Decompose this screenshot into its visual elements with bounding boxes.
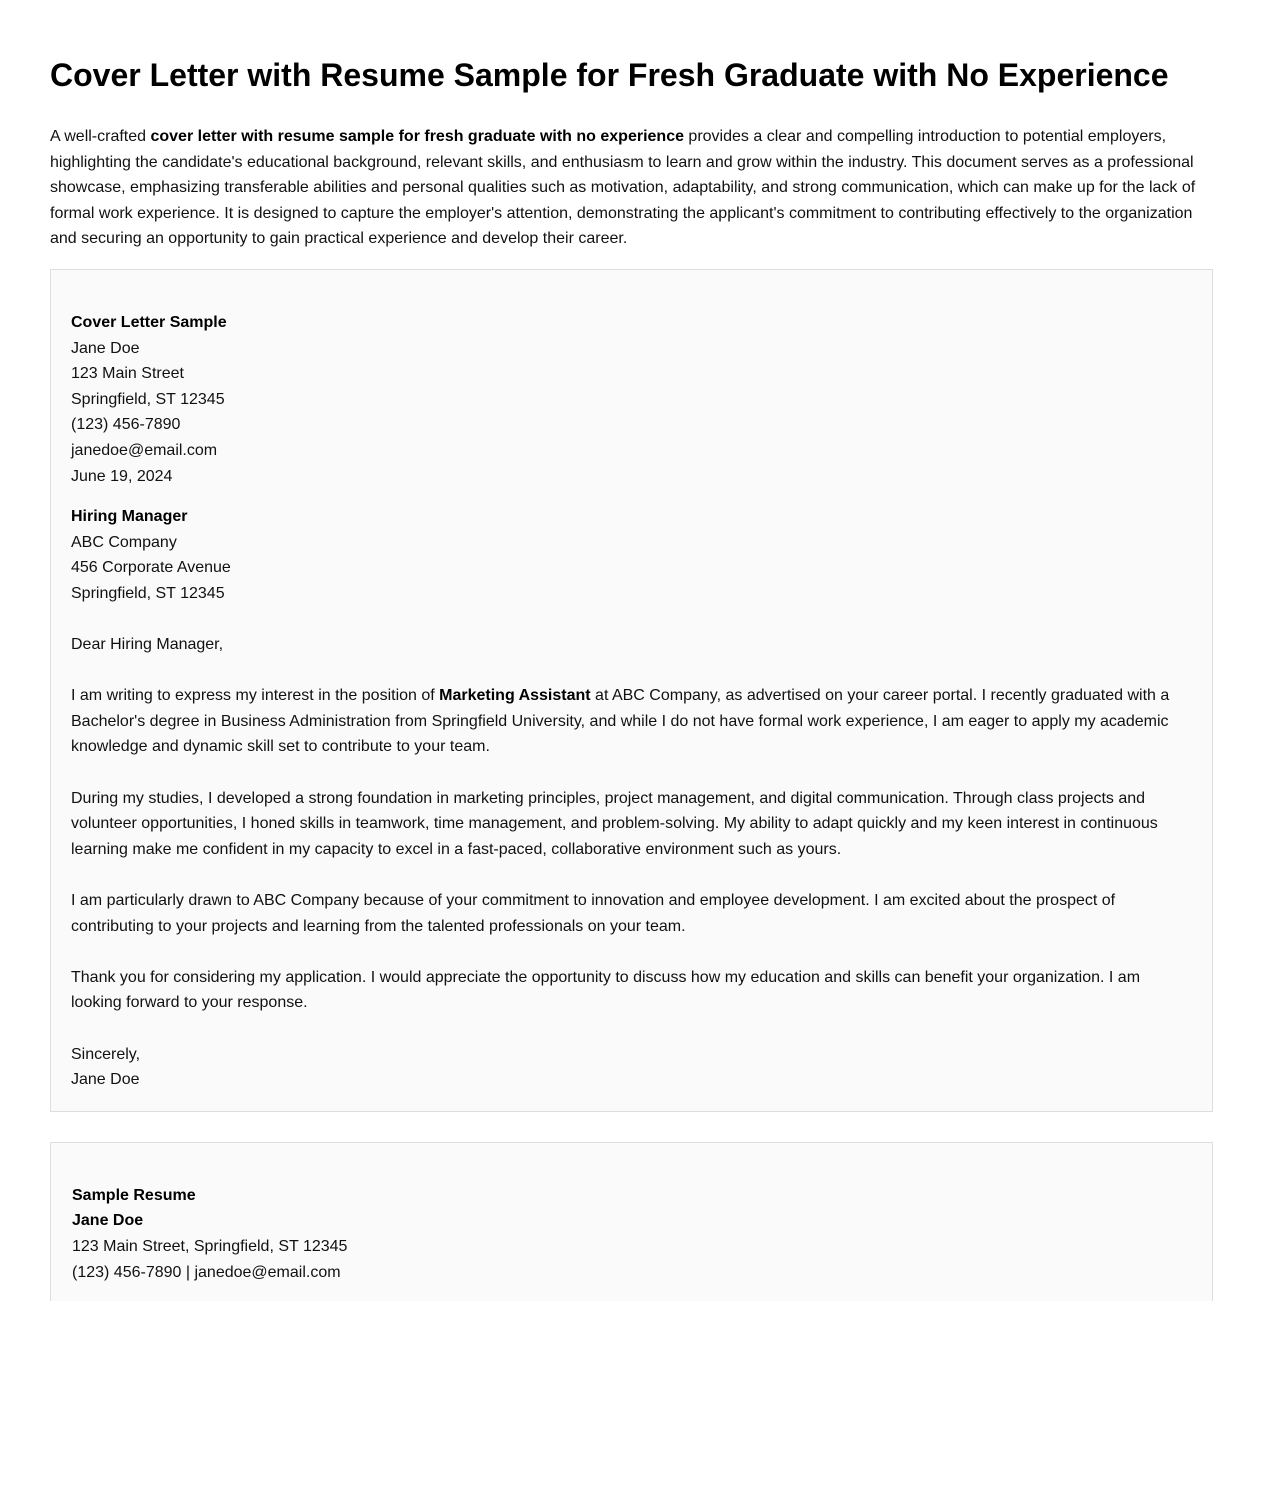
body-paragraph-4: Thank you for considering my application. I would appreciate the opportunity to discuss how my education and skills can benefit your organization. I am looking forward to your response. bbox=[71, 968, 1141, 1012]
sender-phone: (123) 456-7890 bbox=[71, 416, 181, 434]
resume-name: Jane Doe bbox=[72, 1212, 144, 1230]
closing-block bbox=[71, 1042, 1192, 1093]
body-paragraph-3: I am particularly drawn to ABC Company because of your commitment to innovation and employee development. I am excited about the prospect of contributing to your projects and learning from the talented professionals on your team. bbox=[71, 892, 1116, 935]
sender-name: Jane Doe bbox=[71, 339, 140, 357]
sender-street: 123 Main Street bbox=[71, 365, 184, 383]
recipient-city: Springfield, ST 12345 bbox=[71, 584, 225, 602]
body-paragraph-1 bbox=[71, 683, 1192, 760]
recipient-street: 456 Corporate Avenue bbox=[71, 559, 231, 577]
body-paragraph-2: During my studies, I developed a strong foundation in marketing principles, project management, and digital communication. Through class projects and volunteer opportunities, I honed skills in teamwork, time management, and problem-solving. My ability to adapt quickly and my keen interest in continuous learning make me confident in my capacity to excel in a fast-paced, collaborative environment such as yours. bbox=[71, 789, 1158, 858]
intro-keyword: cover letter with resume sample for fresh graduate with no experience bbox=[150, 128, 684, 145]
recipient-block bbox=[71, 504, 1192, 606]
recipient-company: ABC Company bbox=[71, 533, 177, 551]
signature: Jane Doe bbox=[71, 1071, 140, 1089]
spacer bbox=[71, 489, 1192, 504]
closing: Sincerely, bbox=[71, 1045, 141, 1063]
recipient-title: Hiring Manager bbox=[71, 508, 188, 526]
resume-box bbox=[50, 1142, 1213, 1301]
letter-date: June 19, 2024 bbox=[71, 467, 173, 485]
resume-heading: Sample Resume bbox=[72, 1186, 196, 1204]
resume-contact: (123) 456-7890 | janedoe@email.com bbox=[72, 1263, 341, 1281]
intro-text-after: provides a clear and compelling introduction to potential employers, highlighting the candidate's educational background, relevant skills, and enthusiasm to learn and grow within the industry. This document serves as a professional showcase, emphasizing transferable abilities and personal qualities such as motivation, adaptability, and strong communication, which can make up for the lack of formal work experience. It is designed to capture the employer's attention, demonstrating the applicant's commitment to contributing effectively to the organization and securing an opportunity to gain practical experience and develop their career. bbox=[50, 128, 1196, 248]
p1-after: at ABC Company, as advertised on your career portal. I recently graduated with a Bachelor's degree in Business Administration from Springfield University, and while I do not have formal work experience, I am eager to apply my academic knowledge and dynamic skill set to contribute to your team. bbox=[71, 687, 1170, 756]
page-title: Cover Letter with Resume Sample for Fresh Graduate with No Experience bbox=[50, 57, 1169, 93]
position-title: Marketing Assistant bbox=[439, 687, 591, 705]
p1-before: I am writing to express my interest in the position of bbox=[71, 687, 440, 705]
sender-city: Springfield, ST 12345 bbox=[71, 390, 225, 408]
intro-text-before: A well-crafted bbox=[50, 128, 151, 145]
salutation: Dear Hiring Manager, bbox=[71, 636, 224, 654]
intro-paragraph bbox=[50, 124, 1213, 252]
sender-block bbox=[71, 336, 1192, 490]
cover-letter-box bbox=[50, 269, 1213, 1112]
resume-address: 123 Main Street, Springfield, ST 12345 bbox=[72, 1237, 348, 1255]
cover-letter-heading: Cover Letter Sample bbox=[71, 313, 227, 331]
sender-email: janedoe@email.com bbox=[71, 441, 218, 459]
